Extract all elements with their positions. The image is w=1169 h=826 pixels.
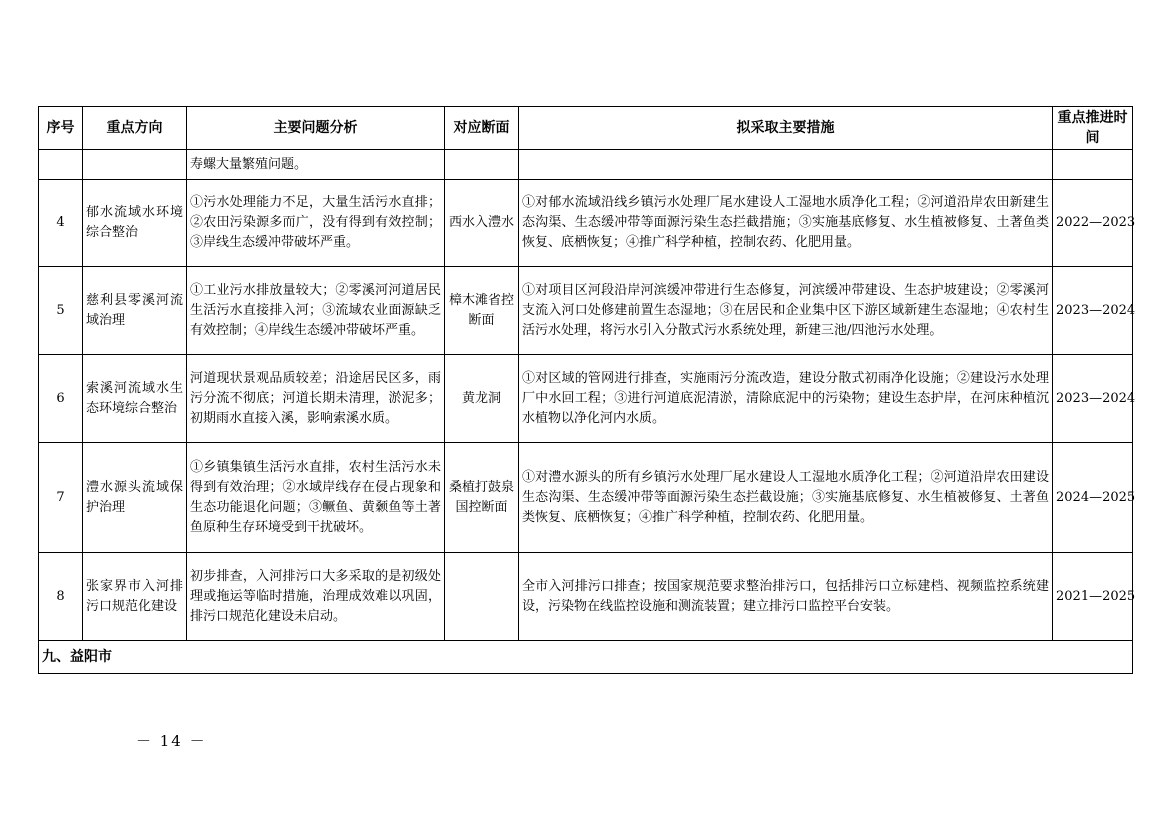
table-row [39,355,1133,443]
cell-section: 樟木滩省控断面 [445,267,519,355]
cell-time: 2023—2024 [1053,355,1133,443]
table-row [39,267,1133,355]
cell-time [1053,150,1133,180]
cell-section: 西水入澧水 [445,180,519,267]
header-problems: 主要问题分析 [187,107,445,150]
cell-time: 2021—2025 [1053,553,1133,641]
cell-time: 2023—2024 [1053,267,1133,355]
table-row [39,180,1133,267]
cell-problems: 寿螺大量繁殖问题。 [187,150,445,180]
cell-measures [519,150,1053,180]
cell-problems: ①污水处理能力不足，大量生活污水直排；②农田污染源多而广，没有得到有效控制；③岸线生态缓冲带破坏严重。 [187,180,445,267]
header-direction: 重点方向 [83,107,187,150]
cell-seq: 7 [39,443,83,553]
page-number: － 14 － [136,732,207,750]
cell-direction: 索溪河流域水生态环境综合整治 [83,355,187,443]
header-time: 重点推进时间 [1053,107,1133,150]
header-seq: 序号 [39,107,83,150]
cell-direction: 张家界市入河排污口规范化建设 [83,553,187,641]
table-row [39,553,1133,641]
cell-direction: 郁水流域水环境综合整治 [83,180,187,267]
cell-measures: 全市入河排污口排查；按国家规范要求整治排污口，包括排污口立标建档、视频监控系统建设，污染物在线监控设施和测流装置；建立排污口监控平台安装。 [519,553,1053,641]
table-row-continuation [39,150,1133,180]
cell-problems: ①工业污水排放量较大；②零溪河河道居民生活污水直接排入河；③流域农业面源缺乏有效控制；④岸线生态缓冲带破坏严重。 [187,267,445,355]
table-header-row [39,107,1133,150]
cell-measures: ①对澧水源头的所有乡镇污水处理厂尾水建设人工湿地水质净化工程；②河道沿岸农田建设生态沟渠、生态缓冲带等面源污染生态拦截设施；③实施基底修复、水生植被修复、土著鱼类恢复、底栖恢复；④推广科学种植，控制农药、化肥用量。 [519,443,1053,553]
cell-seq [39,150,83,180]
cell-problems: 初步排查，入河排污口大多采取的是初级处理或拖运等临时措施，治理成效难以巩固，排污口规范化建设未启动。 [187,553,445,641]
cell-measures: ①对项目区河段沿岸河滨缓冲带进行生态修复，河滨缓冲带建设、生态护坡建设；②零溪河支流入河口处修建前置生态湿地；③在居民和企业集中区下游区域新建生态湿地；④农村生活污水处理，将污水引入分散式污水系统处理，新建三池/四池污水处理。 [519,267,1053,355]
cell-measures: ①对郁水流域沿线乡镇污水处理厂尾水建设人工湿地水质净化工程；②河道沿岸农田新建生态沟渠、生态缓冲带等面源污染生态拦截措施；③实施基底修复、水生植被修复、土著鱼类恢复、底栖恢复；④推广科学种植，控制农药、化肥用量。 [519,180,1053,267]
header-measures: 拟采取主要措施 [519,107,1053,150]
cell-direction [83,150,187,180]
cell-section: 桑植打鼓泉国控断面 [445,443,519,553]
cell-section: 黄龙洞 [445,355,519,443]
cell-seq: 5 [39,267,83,355]
cell-problems: 河道现状景观品质较差；沿途居民区多，雨污分流不彻底；河道长期未清理，淤泥多；初期雨水直接入溪，影响索溪水质。 [187,355,445,443]
cell-measures: ①对区域的管网进行排查，实施雨污分流改造，建设分散式初雨净化设施；②建设污水处理厂中水回工程；③进行河道底泥清淤，清除底泥中的污染物；建设生态护岸，在河床种植沉水植物以净化河内水质。 [519,355,1053,443]
cell-time: 2022—2023 [1053,180,1133,267]
cell-direction: 慈利县零溪河流域治理 [83,267,187,355]
cell-section [445,553,519,641]
section-heading: 九、益阳市 [39,641,1133,674]
project-table [38,106,1136,674]
cell-section [445,150,519,180]
cell-time: 2024—2025 [1053,443,1133,553]
cell-seq: 4 [39,180,83,267]
cell-seq: 6 [39,355,83,443]
header-section: 对应断面 [445,107,519,150]
cell-seq: 8 [39,553,83,641]
cell-problems: ①乡镇集镇生活污水直排，农村生活污水未得到有效治理；②水域岸线存在侵占现象和生态功能退化问题；③鳜鱼、黄颡鱼等土著鱼原种生存环境受到干扰破坏。 [187,443,445,553]
section-heading-row [39,641,1133,674]
cell-direction: 澧水源头流域保护治理 [83,443,187,553]
table-row [39,443,1133,553]
